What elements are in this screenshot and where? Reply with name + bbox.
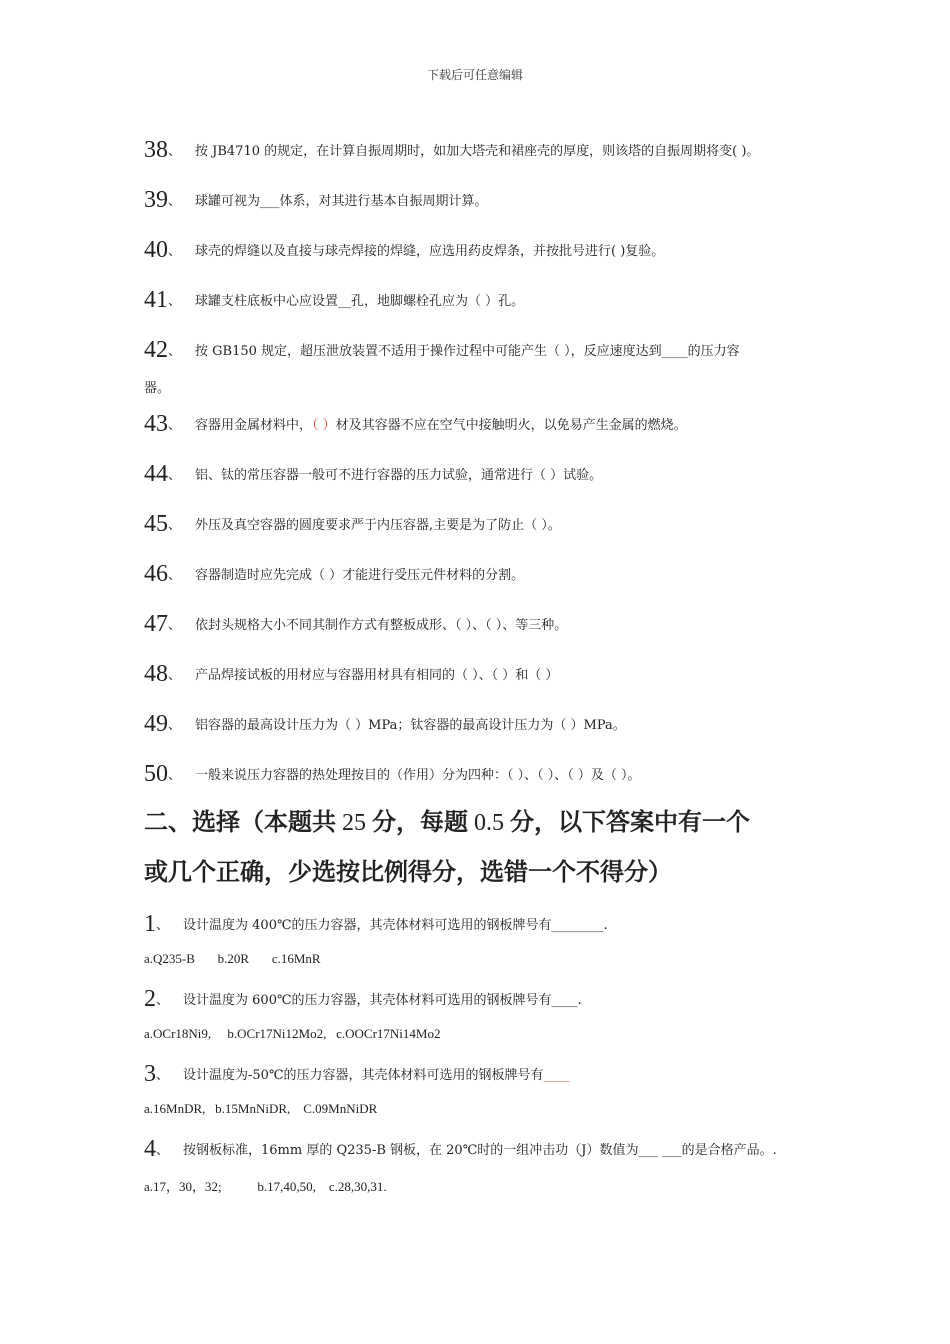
question-42: 42、 按 GB150 规定，超压泄放装置不适用于操作过程中可能产生（ ），反应速度达到____的压力容 bbox=[144, 337, 740, 363]
choice-question-4: 4、 按钢板标准，16mm 厚的 Q235-B 钢板，在 20℃时的一组冲击功（J）数值为___ ___的是合格产品。. bbox=[144, 1136, 777, 1162]
question-38: 38、 按 JB4710 的规定，在计算自振周期时，如加大塔壳和裙座壳的厚度，则该塔的自振周期将变( )。 bbox=[144, 137, 760, 163]
page-header: 下载后可任意编辑 bbox=[426, 68, 523, 82]
question-42-continuation: 器。 bbox=[144, 381, 171, 396]
choice-question-1: 1、 设计温度为 400℃的压力容器，其壳体材料可选用的钢板牌号有________. bbox=[144, 911, 608, 937]
question-48: 48、 产品焊接试板的用材应与容器用材具有相同的（ ）、（ ）和（ ） bbox=[144, 661, 559, 687]
question-45: 45、 外压及真空容器的圆度要求严于内压容器,主要是为了防止（ ）。 bbox=[144, 511, 561, 537]
question-46: 46、 容器制造时应先完成（ ）才能进行受压元件材料的分割。 bbox=[144, 561, 525, 587]
question-39: 39、 球罐可视为___体系，对其进行基本自振周期计算。 bbox=[144, 187, 488, 213]
question-40: 40、 球壳的焊缝以及直接与球壳焊接的焊缝，应选用药皮焊条，并按批号进行( )复验。 bbox=[144, 237, 665, 263]
choice-question-3: 3、 设计温度为-50℃的压力容器，其壳体材料可选用的钢板牌号有____ bbox=[144, 1061, 570, 1087]
choice-options-1: a.Q235-B b.20R c.16MnR bbox=[144, 951, 321, 966]
question-49: 49、 铝容器的最高设计压力为（ ）MPa；钛容器的最高设计压力为（ ）MPa。 bbox=[144, 711, 626, 737]
question-50: 50、 一般来说压力容器的热处理按目的（作用）分为四种：（ ）、（ ）、（ ）及（ ）。 bbox=[144, 761, 641, 787]
question-41: 41、 球罐支柱底板中心应设置__孔，地脚螺栓孔应为（ ）孔。 bbox=[144, 287, 525, 313]
choice-question-2: 2、 设计温度为 600℃的压力容器，其壳体材料可选用的钢板牌号有____. bbox=[144, 986, 582, 1012]
section-2-title-line2: 或几个正确，少选按比例得分，选错一个不得分） bbox=[144, 858, 672, 886]
choice-options-2: a.OCr18Ni9, b.OCr17Ni12Mo2, c.OOCr17Ni14Mo2 bbox=[144, 1026, 441, 1041]
section-2-title-line1: 二、选择（本题共 25 分，每题 0.5 分，以下答案中有一个 bbox=[144, 808, 750, 836]
choice-options-3: a.16MnDR, b.15MnNiDR, C.09MnNiDR bbox=[144, 1101, 378, 1116]
question-47: 47、 依封头规格大小不同其制作方式有整板成形、（ ）、（ ）、等三种。 bbox=[144, 611, 568, 637]
question-44: 44、 铝、钛的常压容器一般可不进行容器的压力试验，通常进行（ ）试验。 bbox=[144, 461, 603, 487]
choice-options-4: a.17，30，32; b.17,40,50, c.28,30,31. bbox=[144, 1179, 387, 1194]
question-43: 43、 容器用金属材料中，（ ）材及其容器不应在空气中接触明火，以免易产生金属的燃烧。 bbox=[144, 411, 687, 437]
